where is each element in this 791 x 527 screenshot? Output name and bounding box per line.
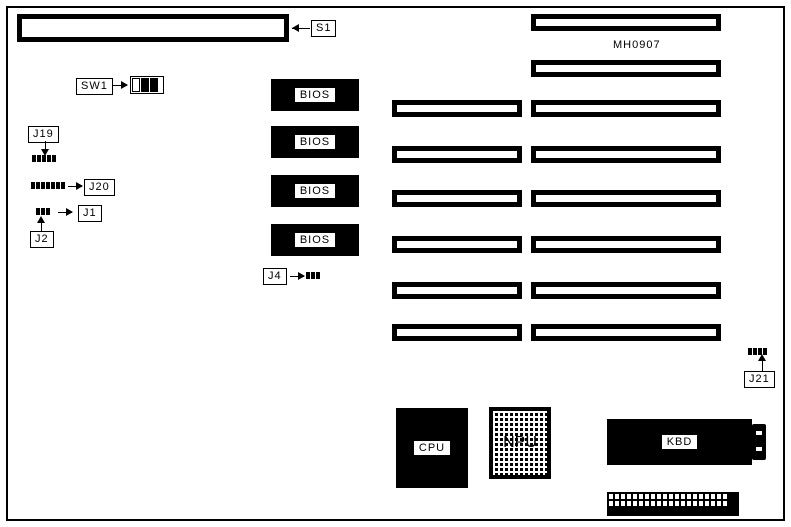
edge-pad <box>645 494 649 499</box>
edge-connector-row-bottom <box>609 501 737 506</box>
dip-switch-position-1 <box>132 78 140 92</box>
slot-inner-stripe <box>535 64 717 73</box>
jumper-pin <box>753 348 757 355</box>
leader-arrow-j4 <box>298 272 305 280</box>
slot-inner-stripe <box>396 104 518 113</box>
dip-switch-sw1 <box>130 76 164 94</box>
slot-inner-stripe <box>396 150 518 159</box>
edge-pad <box>693 494 697 499</box>
jumper-pin <box>41 182 45 189</box>
keyboard-port-notch-bottom <box>755 446 763 452</box>
edge-pad <box>609 494 613 499</box>
bios-chip-1-label: BIOS <box>294 87 336 103</box>
expansion-slot-right-3 <box>531 100 721 117</box>
dip-switch-position-3 <box>150 78 158 92</box>
edge-pad <box>651 501 655 506</box>
jumper-pin <box>748 348 752 355</box>
jumper-j19 <box>32 155 56 162</box>
edge-pad <box>675 501 679 506</box>
edge-pad <box>717 501 721 506</box>
jumper-j1 <box>36 208 50 215</box>
jumper-pin <box>56 182 60 189</box>
jumper-pin <box>32 155 36 162</box>
edge-pad <box>669 494 673 499</box>
jumper-pin <box>47 155 51 162</box>
edge-pad <box>693 501 697 506</box>
slot-inner-stripe <box>535 150 717 159</box>
callout-j20: J20 <box>84 179 115 196</box>
jumper-pin <box>52 155 56 162</box>
leader-arrow-j20 <box>76 182 83 190</box>
callout-j19: J19 <box>28 126 59 143</box>
callout-j4: J4 <box>263 268 287 285</box>
expansion-slot-right-2 <box>531 60 721 77</box>
expansion-slot-right-6 <box>531 236 721 253</box>
edge-pad <box>717 494 721 499</box>
leader-arrow-s1 <box>292 24 299 32</box>
leader-arrow-j1 <box>66 208 73 216</box>
callout-j2: J2 <box>30 231 54 248</box>
npu-socket-label: NPU <box>503 434 537 451</box>
callout-s1: S1 <box>311 20 336 37</box>
jumper-pin <box>311 272 315 279</box>
edge-pad <box>657 494 661 499</box>
callout-j1: J1 <box>78 205 102 222</box>
expansion-slot-left-5 <box>392 282 522 299</box>
edge-pad <box>723 494 727 499</box>
expansion-slot-left-4 <box>392 236 522 253</box>
leader-arrow-j21 <box>758 354 766 361</box>
edge-pad <box>615 501 619 506</box>
keyboard-port-notch-top <box>755 430 763 436</box>
edge-pad <box>699 494 703 499</box>
expansion-slot-left-2 <box>392 146 522 163</box>
board-id-text: MH0907 <box>613 39 661 51</box>
expansion-slot-right-1 <box>531 14 721 31</box>
leader-arrow-sw1 <box>121 81 128 89</box>
keyboard-connector-label: KBD <box>661 434 699 450</box>
leader-arrow-j2 <box>37 216 45 223</box>
edge-pad <box>651 494 655 499</box>
npu-socket <box>489 407 551 479</box>
jumper-pin <box>46 182 50 189</box>
edge-pad <box>633 501 637 506</box>
jumper-pin <box>41 208 45 215</box>
jumper-pin <box>61 182 65 189</box>
slot-inner-stripe <box>535 18 717 27</box>
expansion-slot-right-5 <box>531 190 721 207</box>
bios-chip-4-label: BIOS <box>294 232 336 248</box>
jumper-pin <box>51 182 55 189</box>
bottom-edge-connector <box>607 492 739 516</box>
slot-inner-stripe <box>396 194 518 203</box>
edge-pad <box>675 494 679 499</box>
edge-pad <box>627 494 631 499</box>
bios-chip-2-socket-outline <box>271 126 359 158</box>
expansion-slot-left-1 <box>392 100 522 117</box>
edge-pad <box>609 501 613 506</box>
jumper-pin <box>31 182 35 189</box>
edge-pad <box>705 501 709 506</box>
jumper-j20 <box>31 182 65 189</box>
cpu-chip-label: CPU <box>413 440 451 456</box>
jumper-pin <box>36 208 40 215</box>
edge-pad <box>687 501 691 506</box>
expansion-slot-right-8 <box>531 324 721 341</box>
slot-inner-stripe <box>535 286 717 295</box>
slot-inner-stripe <box>21 18 285 38</box>
slot-inner-stripe <box>535 194 717 203</box>
bios-chip-1 <box>271 79 359 111</box>
memory-slot-s1 <box>17 14 289 42</box>
jumper-pin <box>37 155 41 162</box>
slot-inner-stripe <box>396 328 518 337</box>
edge-pad <box>633 494 637 499</box>
edge-pad <box>669 501 673 506</box>
bios-chip-3-socket-outline <box>271 175 359 207</box>
jumper-pin <box>316 272 320 279</box>
edge-pad <box>621 501 625 506</box>
dip-switch-position-2 <box>141 78 149 92</box>
edge-pad <box>639 501 643 506</box>
edge-pad <box>705 494 709 499</box>
edge-pad <box>663 494 667 499</box>
edge-pad <box>711 501 715 506</box>
slot-inner-stripe <box>396 286 518 295</box>
edge-pad <box>711 494 715 499</box>
expansion-slot-left-6 <box>392 324 522 341</box>
edge-pad <box>699 501 703 506</box>
edge-pad <box>657 501 661 506</box>
expansion-slot-right-7 <box>531 282 721 299</box>
callout-sw1: SW1 <box>76 78 113 95</box>
callout-j21: J21 <box>744 371 775 388</box>
slot-inner-stripe <box>396 240 518 249</box>
jumper-pin <box>42 155 46 162</box>
edge-connector-row-top <box>609 494 737 499</box>
edge-pad <box>723 501 727 506</box>
bios-chip-4 <box>271 224 359 256</box>
cpu-chip <box>396 408 468 488</box>
slot-inner-stripe <box>535 240 717 249</box>
edge-pad <box>645 501 649 506</box>
slot-inner-stripe <box>535 104 717 113</box>
slot-inner-stripe <box>535 328 717 337</box>
jumper-pin <box>46 208 50 215</box>
edge-pad <box>639 494 643 499</box>
expansion-slot-right-4 <box>531 146 721 163</box>
expansion-slot-left-3 <box>392 190 522 207</box>
edge-pad <box>681 501 685 506</box>
jumper-j4 <box>306 272 320 279</box>
edge-pad <box>627 501 631 506</box>
jumper-pin <box>36 182 40 189</box>
keyboard-connector <box>607 419 752 465</box>
edge-pad <box>615 494 619 499</box>
jumper-pin <box>306 272 310 279</box>
edge-pad <box>621 494 625 499</box>
edge-pad <box>663 501 667 506</box>
edge-pad <box>681 494 685 499</box>
bios-chip-3-label: BIOS <box>294 183 336 199</box>
edge-pad <box>687 494 691 499</box>
bios-chip-2-label: BIOS <box>294 134 336 150</box>
